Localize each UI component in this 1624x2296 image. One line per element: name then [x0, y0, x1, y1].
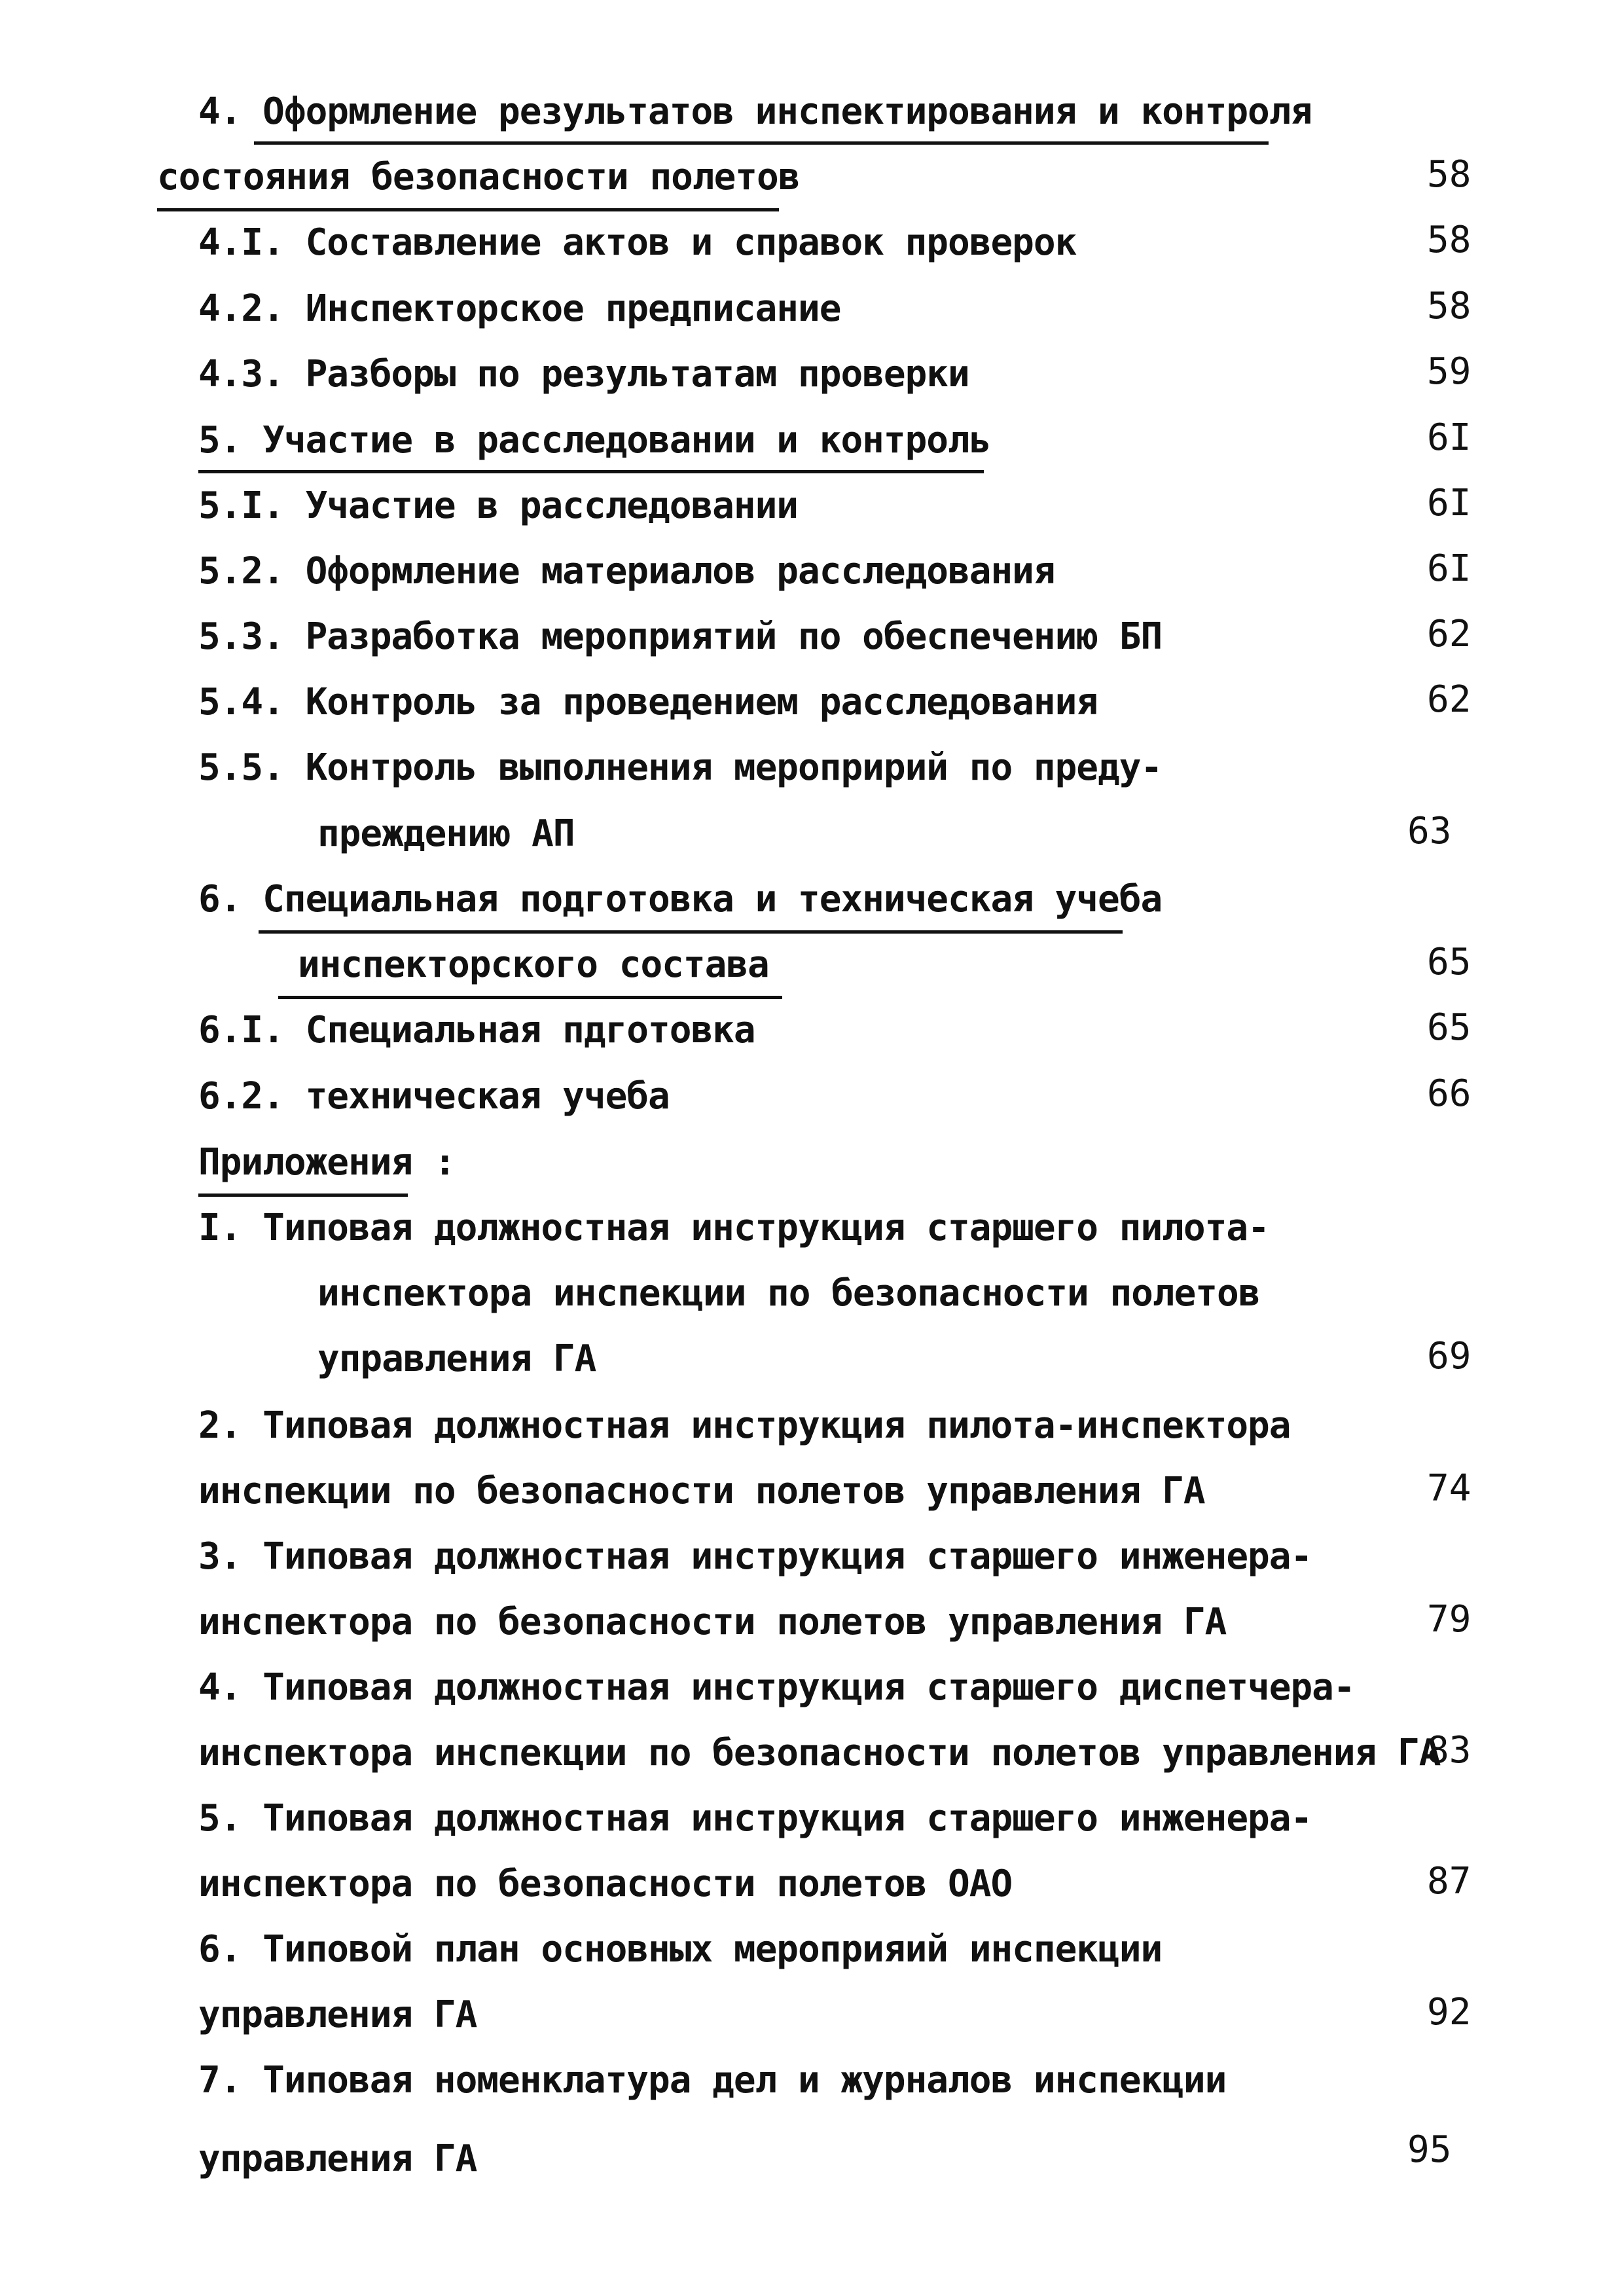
toc-s5-4-page: 62: [1427, 678, 1471, 721]
toc-a3-page: 79: [1427, 1598, 1471, 1641]
toc-s6-title-line1: 6. Специальная подготовка и техническая учеба: [198, 878, 1163, 920]
toc-s5-5-line2: преждению АП: [317, 812, 575, 855]
toc-a2-line1: 2. Типовая должностная инструкция пилота-инспектора: [198, 1404, 1291, 1447]
toc-s5-3-page: 62: [1427, 613, 1471, 655]
toc-s4-underline2: [157, 208, 779, 211]
toc-s4-underline1: [254, 141, 1269, 145]
toc-a4-line2: инспектора инспекции по безопасности полетов управления ГА: [198, 1732, 1441, 1774]
toc-a3-line1: 3. Типовая должностная инструкция старшего инженера-: [198, 1535, 1312, 1578]
toc-s4-1: 4.I. Составление актов и справок проверок: [198, 221, 1077, 264]
toc-a5-page: 87: [1427, 1860, 1471, 1903]
toc-s4-page: 58: [1427, 153, 1471, 196]
toc-a7-line2: управления ГА: [198, 2138, 477, 2180]
toc-s5-2-page: 6I: [1427, 547, 1471, 590]
toc-s5-5-line1: 5.5. Контроль выполнения меропририй по преду-: [198, 746, 1163, 789]
toc-a6-line1: 6. Типовой план основных мероприяий инспекции: [198, 1928, 1163, 1971]
toc-s6-1: 6.I. Специальная пдготовка: [198, 1009, 755, 1051]
toc-s6-title-line2: инспекторского состава: [298, 943, 769, 986]
toc-s4-1-page: 58: [1427, 219, 1471, 261]
toc-a6-line2: управления ГА: [198, 1994, 477, 2036]
toc-s5-1: 5.I. Участие в расследовании: [198, 484, 799, 527]
toc-s4-title-line2: состояния безопасности полетов: [157, 156, 800, 198]
toc-s6-underline2: [278, 996, 782, 999]
toc-a3-line2: инспектора по безопасности полетов управления ГА: [198, 1601, 1227, 1643]
toc-a6-page: 92: [1427, 1991, 1471, 2033]
toc-a4-line1: 4. Типовая должностная инструкция старшего диспетчера-: [198, 1666, 1355, 1709]
toc-s5-1-page: 6I: [1427, 482, 1471, 524]
toc-a4-page: 83: [1427, 1729, 1471, 1772]
toc-s4-3-page: 59: [1427, 350, 1471, 393]
toc-a2-line2: инспекции по безопасности полетов управления ГА: [198, 1470, 1205, 1512]
toc-s6-1-page: 65: [1427, 1006, 1471, 1049]
toc-a5-line1: 5. Типовая должностная инструкция старшего инженера-: [198, 1797, 1312, 1840]
toc-a1-line3: управления ГА: [317, 1338, 596, 1380]
toc-s6-2: 6.2. техническая учеба: [198, 1075, 670, 1118]
toc-s5-5-page: 63: [1407, 810, 1452, 852]
toc-s5-underline: [198, 470, 984, 473]
toc-s5-title: 5. Участие в расследовании и контроль: [198, 419, 991, 462]
toc-appendices-heading: Приложения :: [198, 1141, 456, 1184]
toc-s5-3: 5.3. Разработка мероприятий по обеспечению БП: [198, 615, 1163, 658]
toc-s5-2: 5.2. Оформление материалов расследования: [198, 550, 1055, 592]
toc-a2-page: 74: [1427, 1467, 1471, 1510]
toc-s6-page: 65: [1427, 941, 1471, 983]
toc-appendices-underline: [198, 1194, 408, 1197]
toc-a1-page: 69: [1427, 1335, 1471, 1377]
toc-s4-2-page: 58: [1427, 285, 1471, 327]
toc-s6-underline1: [259, 930, 1123, 934]
toc-s4-title-line1: 4. Оформление результатов инспектирования и контроля: [198, 90, 1312, 133]
toc-s5-page: 6I: [1427, 416, 1471, 459]
toc-a5-line2: инспектора по безопасности полетов ОАО: [198, 1863, 1013, 1905]
toc-s4-3: 4.3. Разборы по результатам проверки: [198, 353, 969, 395]
toc-s5-4: 5.4. Контроль за проведением расследования: [198, 681, 1098, 723]
toc-a1-line2: инспектора инспекции по безопасности полетов: [317, 1272, 1260, 1315]
toc-a1-line1: I. Типовая должностная инструкция старшего пилота-: [198, 1207, 1269, 1249]
toc-s4-2: 4.2. Инспекторское предписание: [198, 287, 841, 330]
toc-s6-2-page: 66: [1427, 1072, 1471, 1115]
toc-a7-page: 95: [1407, 2128, 1452, 2171]
toc-a7-line1: 7. Типовая номенклатура дел и журналов инспекции: [198, 2059, 1227, 2102]
